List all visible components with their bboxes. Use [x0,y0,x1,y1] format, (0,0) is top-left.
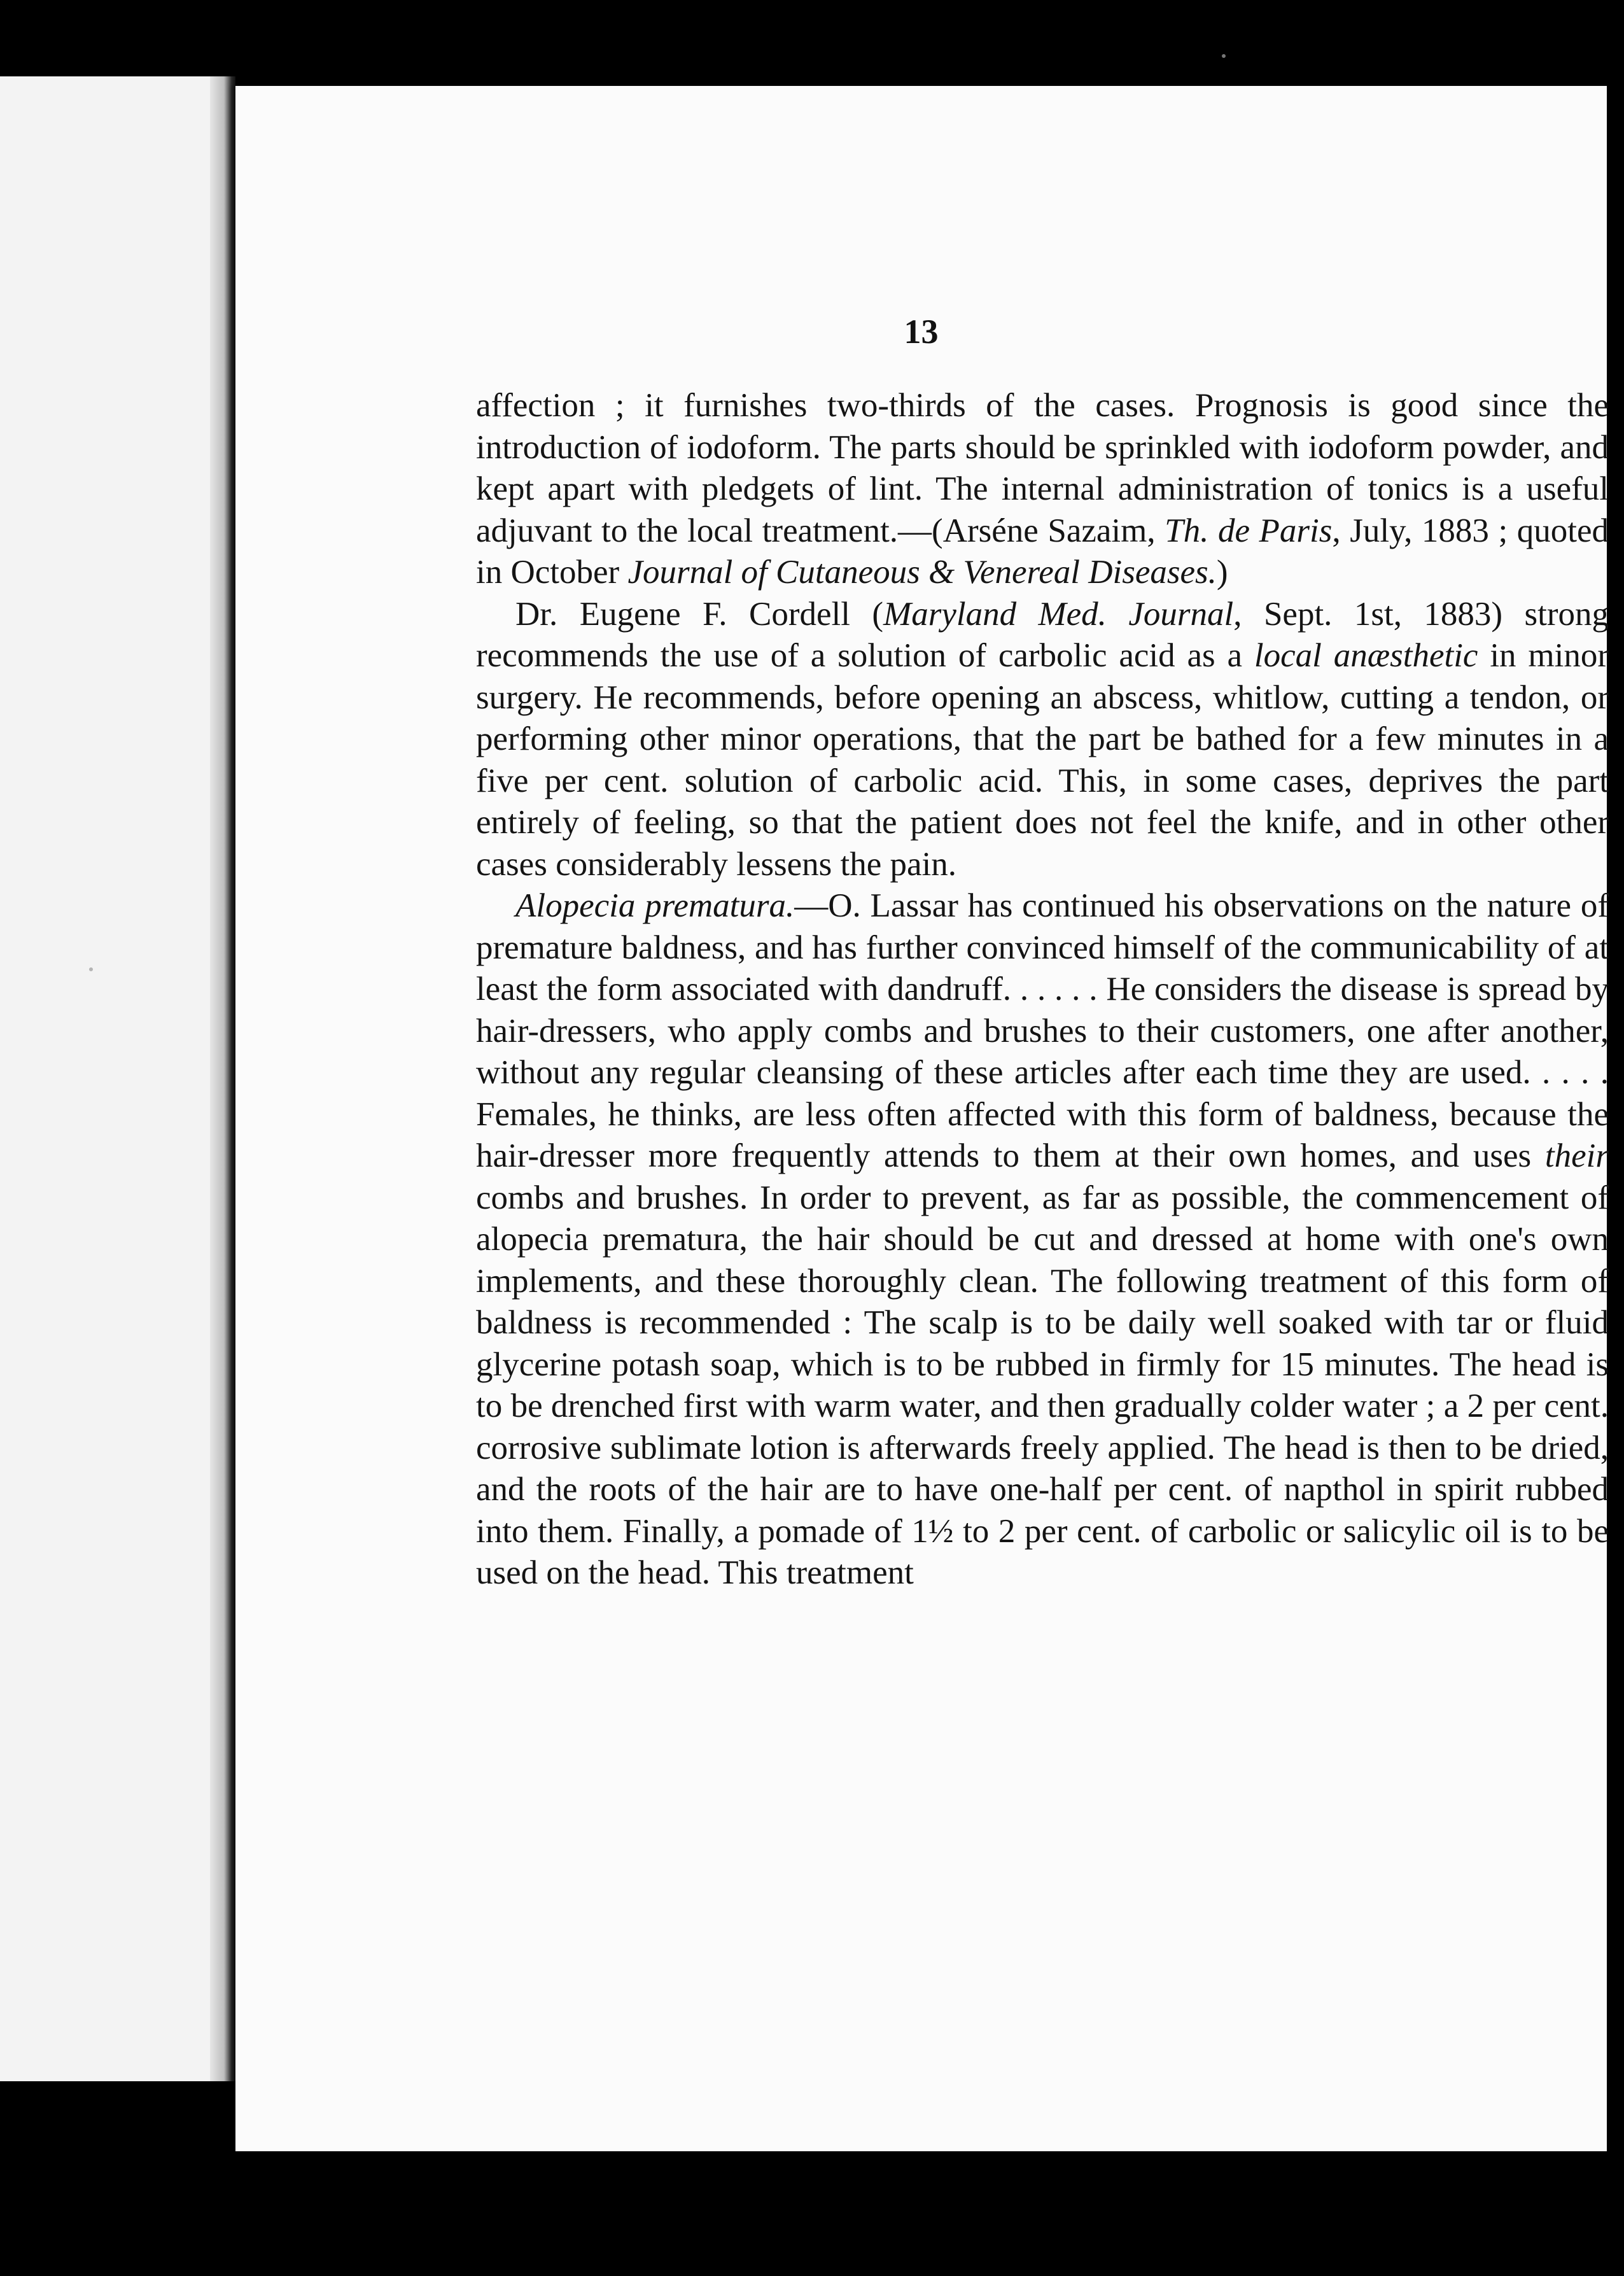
text-run: Dr. Eugene F. Cordell ( [515,595,884,633]
italic-text-run: Th. de Paris [1165,512,1333,549]
body-text [476,385,1609,1594]
book-page [235,86,1607,2151]
italic-text-run: Journal of Cutaneous & Venereal Diseases. [627,554,1217,591]
text-run: —O. Lassar has continued his observations on the nature of premature baldness, and has further convinced himself of the communicability of at least the form associated with dandruff. . . . . . He considers the disease is spread by hair-dressers, who apply combs and brushes to their customers, one after another, without any regular cleansing of these articles after each time they are used. . . . . Females, he thinks, are less often affected with this form of baldness, because the hair-dresser more frequently attends to them at their own homes, and uses [476,887,1609,1174]
text-run: combs and brushes. In order to prevent, as far as possible, the commencement of alopecia prematura, the hair should be cut and dressed at home with one's own implements, and these thoroughly clean. The following treatment of this form of baldness is recommended : The scalp is to be daily well soaked with tar or fluid glycerine potash soap, which is to be rubbed in firmly for 15 minutes. The head is to be drenched first with warm water, and then gradually colder water ; a 2 per cent. corrosive sublimate lotion is afterwards freely applied. The head is then to be dried, and the roots of the hair are to have one-half per cent. of napthol in spirit rubbed into them. Finally, a pomade of 1½ to 2 per cent. of carbolic or salicylic oil is to be used on the head. This treatment [476,1179,1609,1591]
italic-text-run: Alopecia prematura. [515,887,795,924]
text-run: affection ; it furnishes two-thirds of the cases. Prognosis is good since the introduction of iodoform. The parts should be sprinkled with iodoform powder, and kept apart with pledgets of lint. The internal administration of tonics is a useful adjuvant to the local treatment.—(Arséne Sazaim, [476,387,1609,549]
paper-speck [1222,54,1226,58]
paragraph-alopecia-prematura [476,885,1609,1594]
paper-speck [89,967,93,971]
book-gutter [210,76,235,2081]
text-run: ) [1216,554,1228,591]
italic-text-run: Maryland Med. Journal [883,595,1234,633]
paragraph-cordell-carbolic-acid [476,594,1609,886]
paragraph-iodoform-treatment [476,385,1609,594]
text-run: , Sept. 1st, 1883) strong recommends the use of a solution of carbolic acid as a [476,595,1609,674]
page-number: 13 [904,313,939,351]
text-run: in minor surgery. He recommends, before opening an abscess, whitlow, cutting a tendon, or performing other minor operations, that the part be bathed for a few minutes in a five per cent. solution of carbolic acid. This, in some cases, deprives the part entirely of feeling, so that the patient does not feel the knife, and in other other cases considerably lessens the pain. [476,637,1609,883]
italic-text-run: their [1544,1137,1609,1174]
facing-page-edge [0,76,232,2081]
italic-text-run: local anæsthetic [1254,637,1478,674]
text-run: , July, 1883 ; quoted in October [476,512,1609,591]
